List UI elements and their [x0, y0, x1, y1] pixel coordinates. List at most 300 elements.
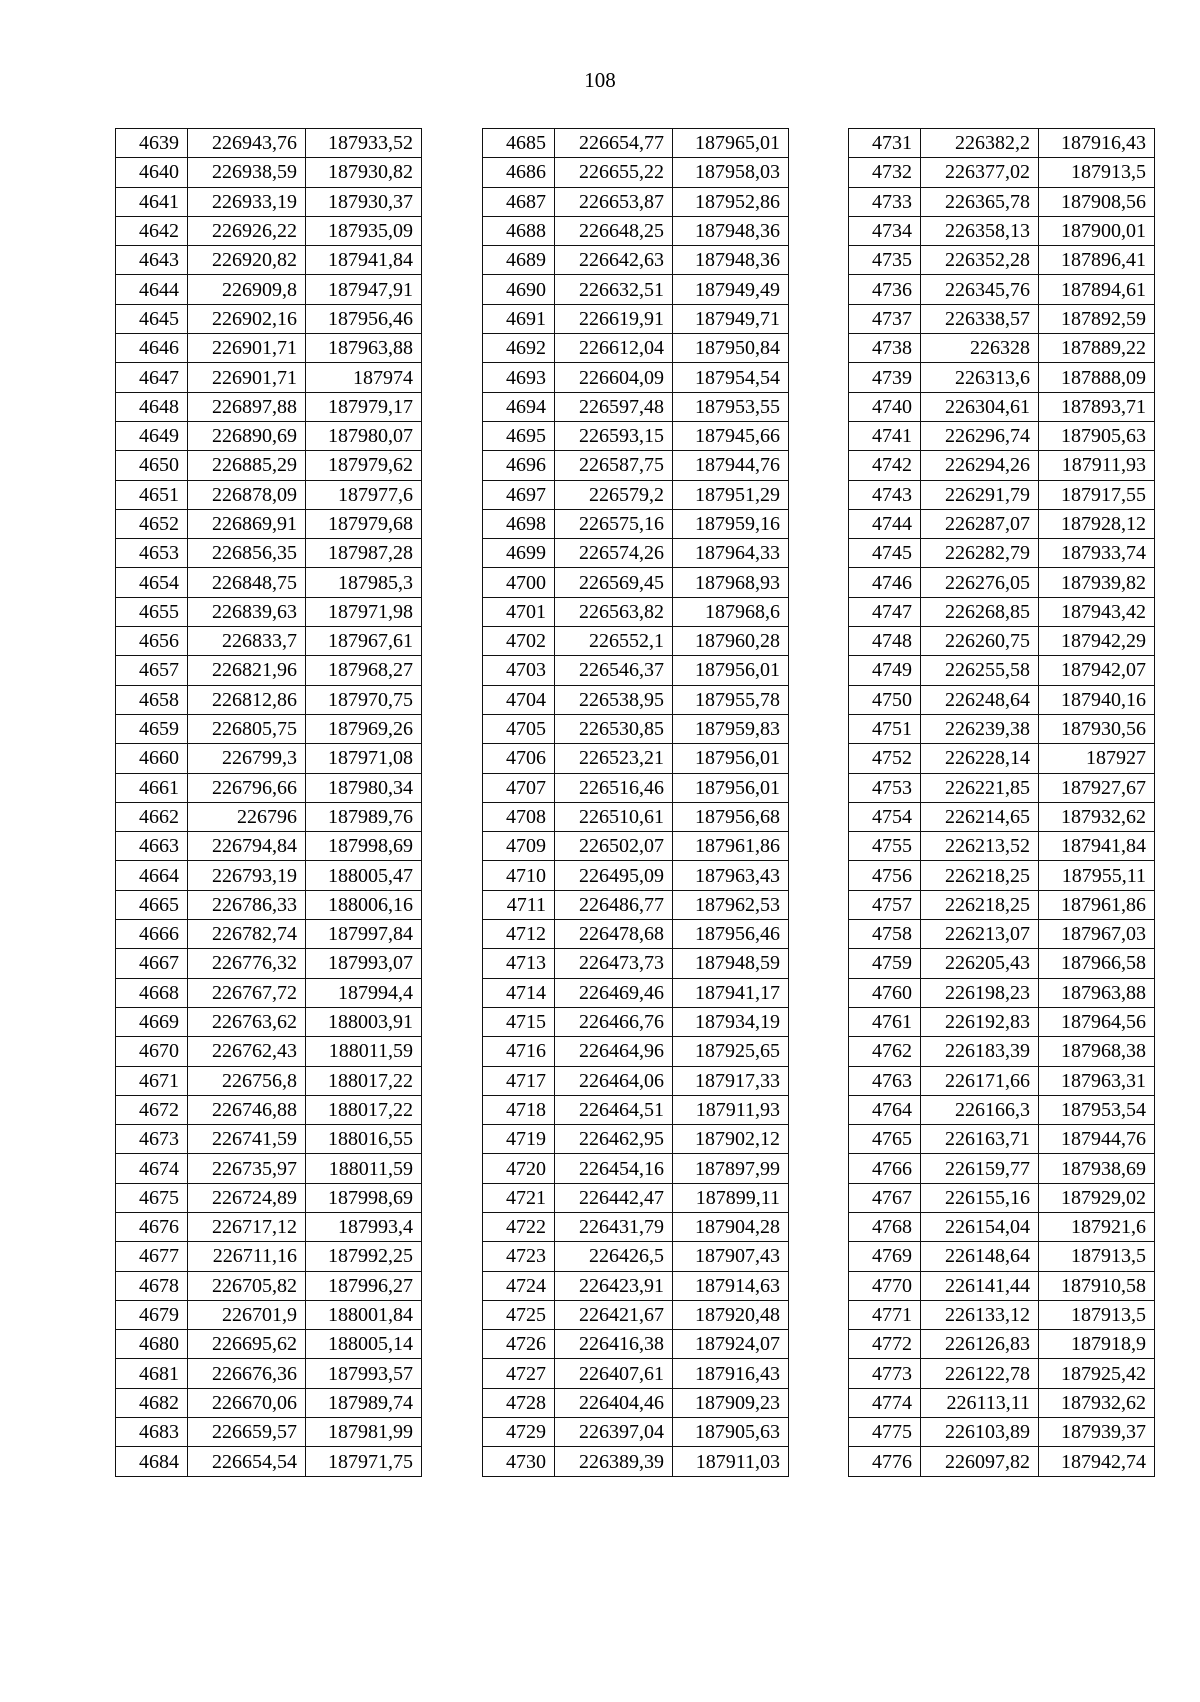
table-row	[483, 1271, 789, 1300]
x-coordinate-cell: 226821,96	[188, 656, 306, 685]
x-coordinate-cell: 226294,26	[921, 451, 1039, 480]
x-coordinate-cell: 226163,71	[921, 1125, 1039, 1154]
point-number-cell: 4759	[849, 949, 921, 978]
table-row	[849, 246, 1155, 275]
point-number-cell: 4690	[483, 275, 555, 304]
point-number-cell: 4756	[849, 861, 921, 890]
table-row	[849, 949, 1155, 978]
point-number-cell: 4685	[483, 129, 555, 158]
table-row	[483, 1095, 789, 1124]
x-coordinate-cell: 226552,1	[555, 627, 673, 656]
point-number-cell: 4776	[849, 1447, 921, 1476]
table-row	[483, 1037, 789, 1066]
x-coordinate-cell: 226255,58	[921, 656, 1039, 685]
x-coordinate-cell: 226218,25	[921, 861, 1039, 890]
x-coordinate-cell: 226304,61	[921, 392, 1039, 421]
x-coordinate-cell: 226612,04	[555, 334, 673, 363]
table-row	[116, 685, 422, 714]
table-row	[849, 392, 1155, 421]
point-number-cell: 4731	[849, 129, 921, 158]
y-coordinate-cell: 187962,53	[673, 890, 789, 919]
x-coordinate-cell: 226655,22	[555, 158, 673, 187]
y-coordinate-cell: 187905,63	[673, 1418, 789, 1447]
point-number-cell: 4771	[849, 1300, 921, 1329]
table-row	[116, 1447, 422, 1476]
x-coordinate-cell: 226597,48	[555, 392, 673, 421]
table-row	[849, 685, 1155, 714]
y-coordinate-cell: 187917,55	[1039, 480, 1155, 509]
x-coordinate-cell: 226701,9	[188, 1300, 306, 1329]
table-row	[116, 597, 422, 626]
table-row	[849, 363, 1155, 392]
y-coordinate-cell: 187956,01	[673, 744, 789, 773]
y-coordinate-cell: 187904,28	[673, 1212, 789, 1241]
point-number-cell: 4692	[483, 334, 555, 363]
y-coordinate-cell: 187935,09	[306, 216, 422, 245]
table-row	[849, 216, 1155, 245]
point-number-cell: 4664	[116, 861, 188, 890]
table-row	[116, 539, 422, 568]
table-row	[849, 920, 1155, 949]
x-coordinate-cell: 226642,63	[555, 246, 673, 275]
point-number-cell: 4642	[116, 216, 188, 245]
y-coordinate-cell: 187998,69	[306, 832, 422, 861]
table-row	[116, 304, 422, 333]
y-coordinate-cell: 187968,38	[1039, 1037, 1155, 1066]
x-coordinate-cell: 226228,14	[921, 744, 1039, 773]
point-number-cell: 4693	[483, 363, 555, 392]
y-coordinate-cell: 187961,86	[673, 832, 789, 861]
y-coordinate-cell: 187953,54	[1039, 1095, 1155, 1124]
point-number-cell: 4721	[483, 1183, 555, 1212]
table-row	[116, 568, 422, 597]
table-row	[483, 1388, 789, 1417]
point-number-cell: 4648	[116, 392, 188, 421]
table-row	[483, 568, 789, 597]
table-row	[483, 627, 789, 656]
point-number-cell: 4722	[483, 1212, 555, 1241]
y-coordinate-cell: 187920,48	[673, 1300, 789, 1329]
y-coordinate-cell: 187964,56	[1039, 1007, 1155, 1036]
x-coordinate-cell: 226786,33	[188, 890, 306, 919]
x-coordinate-cell: 226909,8	[188, 275, 306, 304]
point-number-cell: 4740	[849, 392, 921, 421]
y-coordinate-cell: 187947,91	[306, 275, 422, 304]
x-coordinate-cell: 226767,72	[188, 978, 306, 1007]
x-coordinate-cell: 226763,62	[188, 1007, 306, 1036]
point-number-cell: 4710	[483, 861, 555, 890]
point-number-cell: 4643	[116, 246, 188, 275]
y-coordinate-cell: 187997,84	[306, 920, 422, 949]
table-row	[116, 1242, 422, 1271]
table-row	[483, 714, 789, 743]
x-coordinate-cell: 226502,07	[555, 832, 673, 861]
y-coordinate-cell: 187938,69	[1039, 1154, 1155, 1183]
point-number-cell: 4752	[849, 744, 921, 773]
table-row	[849, 480, 1155, 509]
table-row	[116, 978, 422, 1007]
y-coordinate-cell: 187956,46	[673, 920, 789, 949]
x-coordinate-cell: 226478,68	[555, 920, 673, 949]
y-coordinate-cell: 187932,62	[1039, 1388, 1155, 1417]
x-coordinate-cell: 226345,76	[921, 275, 1039, 304]
point-number-cell: 4764	[849, 1095, 921, 1124]
x-coordinate-cell: 226856,35	[188, 539, 306, 568]
table-row	[849, 832, 1155, 861]
table-row	[483, 216, 789, 245]
y-coordinate-cell: 187971,08	[306, 744, 422, 773]
table-row	[116, 1095, 422, 1124]
x-coordinate-cell: 226133,12	[921, 1300, 1039, 1329]
y-coordinate-cell: 187992,25	[306, 1242, 422, 1271]
y-coordinate-cell: 187928,12	[1039, 509, 1155, 538]
x-coordinate-cell: 226902,16	[188, 304, 306, 333]
table-row	[849, 1095, 1155, 1124]
x-coordinate-cell: 226205,43	[921, 949, 1039, 978]
point-number-cell: 4739	[849, 363, 921, 392]
table-row	[116, 802, 422, 831]
point-number-cell: 4770	[849, 1271, 921, 1300]
x-coordinate-cell: 226938,59	[188, 158, 306, 187]
y-coordinate-cell: 187921,6	[1039, 1212, 1155, 1241]
table-row	[116, 714, 422, 743]
x-coordinate-cell: 226653,87	[555, 187, 673, 216]
point-number-cell: 4741	[849, 421, 921, 450]
y-coordinate-cell: 187952,86	[673, 187, 789, 216]
y-coordinate-cell: 187940,16	[1039, 685, 1155, 714]
x-coordinate-cell: 226670,06	[188, 1388, 306, 1417]
point-number-cell: 4656	[116, 627, 188, 656]
x-coordinate-cell: 226166,3	[921, 1095, 1039, 1124]
table-row	[483, 802, 789, 831]
table-row	[483, 1212, 789, 1241]
table-row	[483, 1007, 789, 1036]
table-row	[849, 1300, 1155, 1329]
table-row	[116, 832, 422, 861]
table-row	[483, 1154, 789, 1183]
y-coordinate-cell: 187956,68	[673, 802, 789, 831]
table-row	[849, 1271, 1155, 1300]
coordinate-table-1	[115, 128, 422, 1477]
point-number-cell: 4757	[849, 890, 921, 919]
point-number-cell: 4742	[849, 451, 921, 480]
table-row	[483, 421, 789, 450]
x-coordinate-cell: 226198,23	[921, 978, 1039, 1007]
y-coordinate-cell: 187955,78	[673, 685, 789, 714]
table-row	[483, 246, 789, 275]
y-coordinate-cell: 188001,84	[306, 1300, 422, 1329]
table-row	[849, 509, 1155, 538]
x-coordinate-cell: 226248,64	[921, 685, 1039, 714]
y-coordinate-cell: 187979,68	[306, 509, 422, 538]
table-row	[483, 539, 789, 568]
point-number-cell: 4729	[483, 1418, 555, 1447]
table-row	[483, 1066, 789, 1095]
y-coordinate-cell: 187971,98	[306, 597, 422, 626]
x-coordinate-cell: 226338,57	[921, 304, 1039, 333]
table-row	[116, 1330, 422, 1359]
x-coordinate-cell: 226276,05	[921, 568, 1039, 597]
point-number-cell: 4661	[116, 773, 188, 802]
point-number-cell: 4712	[483, 920, 555, 949]
table-row	[849, 978, 1155, 1007]
x-coordinate-cell: 226632,51	[555, 275, 673, 304]
point-number-cell: 4775	[849, 1418, 921, 1447]
point-number-cell: 4732	[849, 158, 921, 187]
x-coordinate-cell: 226735,97	[188, 1154, 306, 1183]
point-number-cell: 4657	[116, 656, 188, 685]
point-number-cell: 4720	[483, 1154, 555, 1183]
table-row	[116, 334, 422, 363]
table-row	[483, 861, 789, 890]
point-number-cell: 4687	[483, 187, 555, 216]
point-number-cell: 4765	[849, 1125, 921, 1154]
x-coordinate-cell: 226260,75	[921, 627, 1039, 656]
y-coordinate-cell: 187955,11	[1039, 861, 1155, 890]
x-coordinate-cell: 226717,12	[188, 1212, 306, 1241]
x-coordinate-cell: 226296,74	[921, 421, 1039, 450]
table-row	[483, 451, 789, 480]
point-number-cell: 4753	[849, 773, 921, 802]
x-coordinate-cell: 226183,39	[921, 1037, 1039, 1066]
x-coordinate-cell: 226943,76	[188, 129, 306, 158]
y-coordinate-cell: 187950,84	[673, 334, 789, 363]
point-number-cell: 4723	[483, 1242, 555, 1271]
y-coordinate-cell: 188017,22	[306, 1095, 422, 1124]
point-number-cell: 4678	[116, 1271, 188, 1300]
x-coordinate-cell: 226155,16	[921, 1183, 1039, 1212]
point-number-cell: 4724	[483, 1271, 555, 1300]
x-coordinate-cell: 226933,19	[188, 187, 306, 216]
x-coordinate-cell: 226593,15	[555, 421, 673, 450]
table-row	[483, 744, 789, 773]
x-coordinate-cell: 226659,57	[188, 1418, 306, 1447]
point-number-cell: 4644	[116, 275, 188, 304]
point-number-cell: 4754	[849, 802, 921, 831]
x-coordinate-cell: 226407,61	[555, 1359, 673, 1388]
table-row	[483, 1300, 789, 1329]
y-coordinate-cell: 187949,49	[673, 275, 789, 304]
x-coordinate-cell: 226426,5	[555, 1242, 673, 1271]
point-number-cell: 4673	[116, 1125, 188, 1154]
y-coordinate-cell: 188005,47	[306, 861, 422, 890]
x-coordinate-cell: 226416,38	[555, 1330, 673, 1359]
table-row	[483, 1447, 789, 1476]
point-number-cell: 4755	[849, 832, 921, 861]
x-coordinate-cell: 226776,32	[188, 949, 306, 978]
y-coordinate-cell: 187930,56	[1039, 714, 1155, 743]
y-coordinate-cell: 187948,59	[673, 949, 789, 978]
point-number-cell: 4758	[849, 920, 921, 949]
y-coordinate-cell: 187965,01	[673, 129, 789, 158]
x-coordinate-cell: 226291,79	[921, 480, 1039, 509]
y-coordinate-cell: 187971,75	[306, 1447, 422, 1476]
x-coordinate-cell: 226833,7	[188, 627, 306, 656]
y-coordinate-cell: 187963,31	[1039, 1066, 1155, 1095]
point-number-cell: 4668	[116, 978, 188, 1007]
y-coordinate-cell: 187956,01	[673, 656, 789, 685]
x-coordinate-cell: 226523,21	[555, 744, 673, 773]
point-number-cell: 4713	[483, 949, 555, 978]
table-row	[116, 656, 422, 685]
point-number-cell: 4699	[483, 539, 555, 568]
table-row	[116, 421, 422, 450]
point-number-cell: 4680	[116, 1330, 188, 1359]
y-coordinate-cell: 187987,28	[306, 539, 422, 568]
table-row	[849, 1212, 1155, 1241]
y-coordinate-cell: 187899,11	[673, 1183, 789, 1212]
point-number-cell: 4727	[483, 1359, 555, 1388]
point-number-cell: 4686	[483, 158, 555, 187]
x-coordinate-cell: 226464,51	[555, 1095, 673, 1124]
point-number-cell: 4696	[483, 451, 555, 480]
x-coordinate-cell: 226365,78	[921, 187, 1039, 216]
table-row	[483, 597, 789, 626]
table-row	[483, 129, 789, 158]
table-row	[483, 275, 789, 304]
table-row	[849, 568, 1155, 597]
x-coordinate-cell: 226239,38	[921, 714, 1039, 743]
point-number-cell: 4714	[483, 978, 555, 1007]
x-coordinate-cell: 226756,8	[188, 1066, 306, 1095]
x-coordinate-cell: 226423,91	[555, 1271, 673, 1300]
y-coordinate-cell: 187942,74	[1039, 1447, 1155, 1476]
x-coordinate-cell: 226812,86	[188, 685, 306, 714]
y-coordinate-cell: 187925,42	[1039, 1359, 1155, 1388]
table-row	[116, 1388, 422, 1417]
table-row	[116, 187, 422, 216]
point-number-cell: 4658	[116, 685, 188, 714]
table-row	[849, 421, 1155, 450]
table-row	[849, 539, 1155, 568]
y-coordinate-cell: 188011,59	[306, 1154, 422, 1183]
point-number-cell: 4698	[483, 509, 555, 538]
table-row	[116, 246, 422, 275]
table-row	[116, 1359, 422, 1388]
x-coordinate-cell: 226141,44	[921, 1271, 1039, 1300]
y-coordinate-cell: 187951,29	[673, 480, 789, 509]
y-coordinate-cell: 187994,4	[306, 978, 422, 1007]
x-coordinate-cell: 226486,77	[555, 890, 673, 919]
y-coordinate-cell: 187932,62	[1039, 802, 1155, 831]
y-coordinate-cell: 187913,5	[1039, 1300, 1155, 1329]
y-coordinate-cell: 187914,63	[673, 1271, 789, 1300]
point-number-cell: 4662	[116, 802, 188, 831]
table-row	[849, 1007, 1155, 1036]
table-row	[116, 1418, 422, 1447]
point-number-cell: 4675	[116, 1183, 188, 1212]
y-coordinate-cell: 187927	[1039, 744, 1155, 773]
x-coordinate-cell: 226676,36	[188, 1359, 306, 1388]
y-coordinate-cell: 187996,27	[306, 1271, 422, 1300]
table-row	[849, 1330, 1155, 1359]
x-coordinate-cell: 226920,82	[188, 246, 306, 275]
x-coordinate-cell: 226159,77	[921, 1154, 1039, 1183]
x-coordinate-cell: 226799,3	[188, 744, 306, 773]
table-row	[116, 216, 422, 245]
x-coordinate-cell: 226397,04	[555, 1418, 673, 1447]
table-row	[116, 1300, 422, 1329]
table-row	[849, 158, 1155, 187]
y-coordinate-cell: 187956,46	[306, 304, 422, 333]
table-row	[849, 597, 1155, 626]
y-coordinate-cell: 187933,52	[306, 129, 422, 158]
x-coordinate-cell: 226268,85	[921, 597, 1039, 626]
y-coordinate-cell: 187908,56	[1039, 187, 1155, 216]
x-coordinate-cell: 226113,11	[921, 1388, 1039, 1417]
y-coordinate-cell: 187977,6	[306, 480, 422, 509]
table-row	[483, 832, 789, 861]
point-number-cell: 4669	[116, 1007, 188, 1036]
y-coordinate-cell: 187967,61	[306, 627, 422, 656]
table-row	[849, 656, 1155, 685]
table-row	[116, 773, 422, 802]
x-coordinate-cell: 226382,2	[921, 129, 1039, 158]
point-number-cell: 4726	[483, 1330, 555, 1359]
y-coordinate-cell: 187939,82	[1039, 568, 1155, 597]
point-number-cell: 4679	[116, 1300, 188, 1329]
y-coordinate-cell: 187893,71	[1039, 392, 1155, 421]
point-number-cell: 4711	[483, 890, 555, 919]
point-number-cell: 4708	[483, 802, 555, 831]
table-row	[116, 1037, 422, 1066]
point-number-cell: 4667	[116, 949, 188, 978]
y-coordinate-cell: 187942,07	[1039, 656, 1155, 685]
y-coordinate-cell: 187889,22	[1039, 334, 1155, 363]
y-coordinate-cell: 187979,62	[306, 451, 422, 480]
y-coordinate-cell: 187888,09	[1039, 363, 1155, 392]
y-coordinate-cell: 187968,93	[673, 568, 789, 597]
x-coordinate-cell: 226890,69	[188, 421, 306, 450]
table-row	[849, 773, 1155, 802]
y-coordinate-cell: 187907,43	[673, 1242, 789, 1271]
y-coordinate-cell: 187961,86	[1039, 890, 1155, 919]
table-row	[116, 1066, 422, 1095]
y-coordinate-cell: 187913,5	[1039, 1242, 1155, 1271]
y-coordinate-cell: 187989,76	[306, 802, 422, 831]
point-number-cell: 4645	[116, 304, 188, 333]
y-coordinate-cell: 187953,55	[673, 392, 789, 421]
table-row	[849, 187, 1155, 216]
point-number-cell: 4653	[116, 539, 188, 568]
table-row	[849, 1242, 1155, 1271]
point-number-cell: 4766	[849, 1154, 921, 1183]
table-row	[483, 1183, 789, 1212]
table-row	[116, 890, 422, 919]
x-coordinate-cell: 226848,75	[188, 568, 306, 597]
y-coordinate-cell: 188011,59	[306, 1037, 422, 1066]
point-number-cell: 4748	[849, 627, 921, 656]
x-coordinate-cell: 226901,71	[188, 363, 306, 392]
x-coordinate-cell: 226574,26	[555, 539, 673, 568]
point-number-cell: 4728	[483, 1388, 555, 1417]
y-coordinate-cell: 187963,88	[306, 334, 422, 363]
y-coordinate-cell: 187929,02	[1039, 1183, 1155, 1212]
point-number-cell: 4700	[483, 568, 555, 597]
y-coordinate-cell: 187896,41	[1039, 246, 1155, 275]
table-row	[116, 1183, 422, 1212]
y-coordinate-cell: 187968,6	[673, 597, 789, 626]
y-coordinate-cell: 187968,27	[306, 656, 422, 685]
y-coordinate-cell: 187970,75	[306, 685, 422, 714]
x-coordinate-cell: 226575,16	[555, 509, 673, 538]
y-coordinate-cell: 187985,3	[306, 568, 422, 597]
point-number-cell: 4749	[849, 656, 921, 685]
x-coordinate-cell: 226377,02	[921, 158, 1039, 187]
y-coordinate-cell: 187948,36	[673, 246, 789, 275]
y-coordinate-cell: 187944,76	[1039, 1125, 1155, 1154]
x-coordinate-cell: 226793,19	[188, 861, 306, 890]
